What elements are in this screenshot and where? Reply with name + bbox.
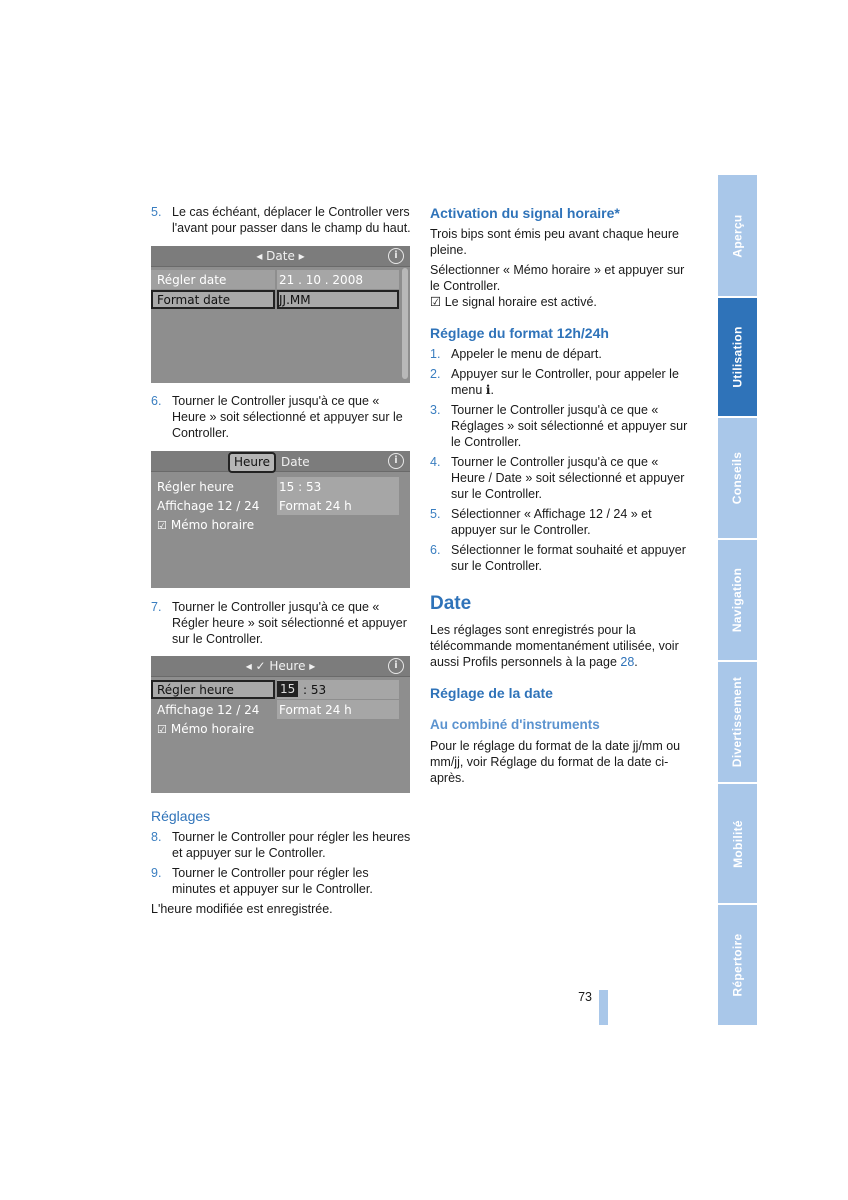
minutes-value: : 53 [303, 683, 327, 697]
menu-row-format-date[interactable] [151, 290, 410, 309]
step-5 [430, 506, 692, 538]
paragraph: Pour le réglage du format de la date jj/mm ou mm/jj, voir Réglage du format de la date ci-après. [430, 739, 681, 785]
step-text: Sélectionner « Affichage 12 / 24 » et appuyer sur le Controller. [451, 507, 652, 537]
row-value: 15 : 53 [279, 480, 322, 494]
row-label: Mémo horaire [170, 518, 255, 532]
side-tab-label: Répertoire [730, 933, 745, 997]
menu-row-regler-date[interactable] [151, 270, 410, 289]
step-6 [430, 542, 692, 574]
step-text: Tourner le Controller jusqu'à ce que « Heure » soit sélectionné et appuyer sur le Controller. [172, 394, 403, 440]
heading-date: Date [430, 593, 472, 614]
step-number: 7. [151, 600, 162, 614]
step-3 [430, 402, 692, 450]
step-number: 9. [151, 866, 162, 880]
row-label: Affichage 12 / 24 [157, 499, 260, 513]
side-tab-navigation[interactable] [718, 540, 757, 660]
paragraph: Trois bips sont émis peu avant chaque heure pleine. [430, 227, 679, 257]
side-tab-label: Utilisation [730, 326, 745, 388]
check-icon: ☑ [430, 295, 442, 309]
closing-text: L'heure modifiée est enregistrée. [151, 902, 333, 916]
step-number: 1. [430, 347, 441, 361]
side-tab-apercu[interactable] [718, 175, 757, 296]
page-number: 73 [578, 990, 592, 1004]
side-tab-conseils[interactable] [718, 418, 757, 538]
heading-reglage-date: Réglage de la date [430, 685, 553, 701]
display-screen-heure [151, 451, 410, 588]
display-screen-regler-heure [151, 656, 410, 793]
step-1 [430, 346, 692, 362]
row-label: Affichage 12 / 24 [157, 703, 260, 717]
menu-row-regler-heure[interactable] [151, 680, 410, 699]
step-text: Appuyer sur le Controller, pour appeler le menu [451, 367, 679, 397]
tab-heure[interactable]: Heure [228, 452, 276, 473]
menu-row-memo-horaire[interactable] [151, 719, 410, 738]
screen-title: ◂ ✓ Heure ▸ [245, 659, 316, 673]
row-value: Format 24 h [279, 499, 352, 513]
info-icon: i [485, 382, 491, 397]
row-label: Format date [157, 293, 231, 307]
step-number: 6. [151, 394, 162, 408]
step-text: Tourner le Controller pour régler les minutes et appuyer sur le Controller. [172, 866, 373, 896]
heading-combine-instruments: Au combiné d'instruments [430, 717, 600, 732]
menu-row-affichage[interactable] [151, 700, 410, 719]
row-label: Régler heure [157, 480, 234, 494]
side-tab-label: Mobilité [730, 819, 745, 868]
options-icon: i [388, 453, 404, 469]
step-text: Tourner le Controller jusqu'à ce que « Régler heure » soit sélectionné et appuyer sur le Controller. [172, 600, 407, 646]
heading-activation-signal: Activation du signal horaire* [430, 205, 620, 221]
step-number: 3. [430, 403, 441, 417]
step-8 [151, 829, 413, 861]
check-icon: ☑ [157, 723, 167, 736]
row-label: Régler heure [157, 683, 234, 697]
step-7 [151, 599, 411, 647]
row-value: Format 24 h [279, 703, 352, 717]
paragraph: Les réglages sont enregistrés pour la télécommande momentanément utilisée, voir aussi Profils personnels à la page [430, 623, 679, 669]
side-tab-mobilite[interactable] [718, 784, 757, 903]
options-icon: i [388, 248, 404, 264]
check-icon: ☑ [157, 519, 167, 532]
step-text: Sélectionner le format souhaité et appuyer sur le Controller. [451, 543, 686, 573]
paragraph: Sélectionner « Mémo horaire » et appuyer sur le Controller. [430, 263, 685, 293]
side-tab-label: Conseils [730, 451, 745, 505]
step-2: 2. Appuyer sur le Controller, pour appeler le menu i. [430, 367, 679, 397]
row-value: JJ.MM [279, 293, 311, 307]
row-label: Mémo horaire [170, 722, 255, 736]
punctuation: . [634, 655, 638, 669]
section-heading-reglages: Réglages [151, 808, 211, 824]
step-5 [151, 204, 411, 236]
step-number: 5. [151, 205, 162, 219]
step-text: Tourner le Controller jusqu'à ce que « Heure / Date » soit sélectionné et appuyer sur le Controller. [451, 455, 685, 501]
step-number: 8. [151, 830, 162, 844]
side-tab-repertoire[interactable] [718, 905, 757, 1025]
step-text: Le cas échéant, déplacer le Controller vers l'avant pour passer dans le champ du haut. [172, 205, 411, 235]
menu-row-memo-horaire[interactable] [151, 515, 410, 534]
page-marker-bar [599, 990, 608, 1025]
page-link[interactable]: 28 [620, 655, 635, 669]
step-number: 5. [430, 507, 441, 521]
step-number: 2. [430, 367, 441, 381]
side-tab-utilisation[interactable] [718, 298, 757, 416]
step-text: Appeler le menu de départ. [451, 347, 602, 361]
scrollbar [402, 268, 408, 379]
step-number: 4. [430, 455, 441, 469]
step-number: 6. [430, 543, 441, 557]
step-text: Tourner le Controller jusqu'à ce que « Réglages » soit sélectionné et appuyer sur le Controller. [451, 403, 688, 449]
options-icon: i [388, 658, 404, 674]
menu-row-regler-heure[interactable] [151, 477, 410, 496]
row-value: 21 . 10 . 2008 [279, 273, 363, 287]
step-4 [430, 454, 692, 502]
step-9 [151, 865, 413, 897]
side-tab-label: Divertissement [730, 676, 745, 768]
menu-row-affichage[interactable] [151, 496, 410, 515]
paragraph: Le signal horaire est activé. [444, 295, 597, 309]
row-label: Régler date [157, 273, 227, 287]
tab-date[interactable]: Date [281, 455, 310, 469]
hours-field[interactable]: 15 [277, 681, 298, 697]
step-text: Tourner le Controller pour régler les heures et appuyer sur le Controller. [172, 830, 411, 860]
step-6 [151, 393, 411, 441]
side-tab-label: Navigation [730, 567, 745, 633]
side-tab-divertissement[interactable] [718, 662, 757, 782]
display-screen-date [151, 246, 410, 383]
screen-title: ◂ Date ▸ [256, 249, 305, 263]
side-tab-label: Aperçu [730, 213, 745, 258]
heading-format-12-24: Réglage du format 12h/24h [430, 325, 609, 341]
